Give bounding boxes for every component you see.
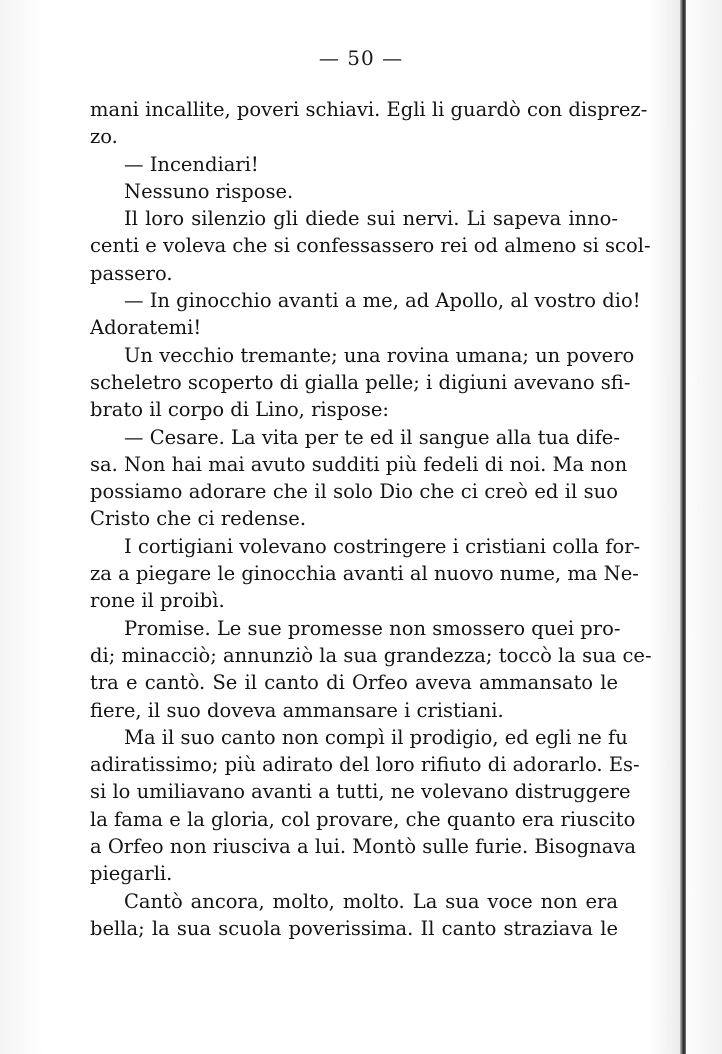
text-line: adiratissimo; più adirato del loro rifiuto di adorarlo. Es- — [90, 753, 640, 777]
text-line: scheletro scoperto di gialla pelle; i digiuni avevano sfi- — [90, 370, 631, 394]
text-line: la fama e la gloria, col provare, che quanto era riuscito — [90, 807, 636, 831]
text-line: si lo umiliavano avanti a tutti, ne volevano distruggere — [90, 780, 631, 804]
text-line: Ma il suo canto non compì il prodigio, ed egli ne fu — [124, 725, 628, 749]
text-line: za a piegare le ginocchia avanti al nuovo nume, ma Ne- — [90, 562, 639, 586]
text-line: a Orfeo non riusciva a lui. Montò sulle furie. Bisognava — [90, 835, 636, 859]
text-line: Adoratemi! — [90, 316, 202, 340]
text-line: — Cesare. La vita per te ed il sangue alla tua dife- — [124, 425, 620, 449]
text-line: mani incallite, poveri schiavi. Egli li guardò con disprez- — [90, 98, 648, 121]
paragraph — [90, 424, 628, 533]
paragraph — [90, 342, 635, 424]
book-binding — [680, 0, 686, 1054]
text-line: Un vecchio tremante; una rovina umana; un povero — [124, 343, 635, 367]
text-line: piegarli. — [90, 862, 173, 886]
text-line: bella; la sua scuola poverissima. Il canto straziava le — [90, 916, 618, 940]
text-line: Cantò ancora, molto, molto. La sua voce non era — [124, 889, 618, 913]
page-number: — 50 — — [318, 46, 404, 70]
page-edge — [686, 0, 722, 1054]
paragraph — [90, 533, 641, 615]
paragraph — [90, 888, 618, 943]
body-text — [90, 96, 652, 942]
text-line: possiamo adorare che il solo Dio che ci creò ed il suo — [90, 480, 618, 504]
paragraph — [90, 287, 641, 342]
text-line: centi e voleva che si confessassero rei od almeno si scol- — [90, 234, 651, 258]
text-line: — Incendiari! — [124, 152, 259, 176]
paragraph — [90, 724, 640, 888]
paragraph — [90, 205, 651, 287]
paragraph — [90, 178, 618, 205]
text-line: zo. — [90, 125, 118, 149]
text-line: brato il corpo di Lino, rispose: — [90, 398, 389, 422]
text-line: tra e cantò. Se il canto di Orfeo aveva ammansato le — [90, 671, 618, 695]
text-line: Nessuno rispose. — [124, 179, 294, 203]
paragraph — [90, 96, 648, 151]
text-line: passero. — [90, 261, 173, 285]
text-line: Cristo che ci redense. — [90, 507, 307, 531]
paragraph — [90, 151, 618, 178]
text-line: Il loro silenzio gli diede sui nervi. Li sapeva inno- — [124, 207, 618, 231]
text-line: — In ginocchio avanti a me, ad Apollo, al vostro dio! — [124, 289, 641, 313]
text-line: di; minacciò; annunziò la sua grandezza; toccò la sua ce- — [90, 643, 652, 667]
text-line: I cortigiani volevano costringere i cristiani colla for- — [124, 534, 641, 558]
text-line: sa. Non hai mai avuto sudditi più fedeli di noi. Ma non — [90, 452, 628, 476]
text-line: fiere, il suo doveva ammansare i cristiani. — [90, 698, 504, 722]
text-line: Promise. Le sue promesse non smossero quei pro- — [124, 616, 621, 640]
paragraph — [90, 615, 652, 724]
text-line: rone il proibì. — [90, 589, 225, 613]
